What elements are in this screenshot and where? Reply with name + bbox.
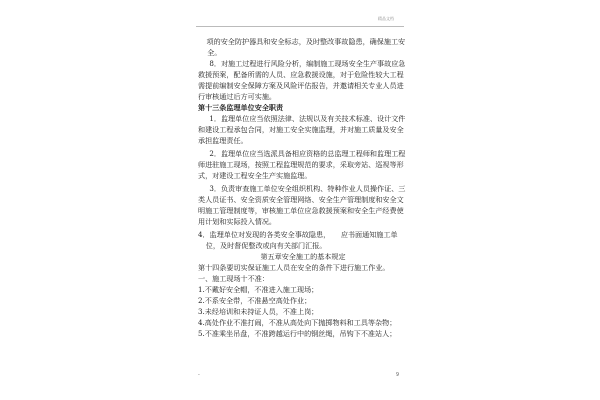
chapter-heading: 第五章安全施工的基本规定	[260, 252, 346, 261]
list-item: 5.不准乘坐吊盘，不准跨越运行中的钢丝绳，吊钩下不准站人；	[198, 329, 397, 338]
paragraph: 3．负责审查施工单位安全组织机构、特种作业人员操作证、三类人员证书、安全资质安全管理网络、安全生产管理制度和安全文明施工管理制度等，审核施工单位应急救援预案和安全生产经费使用计划和实际投入情况。	[198, 184, 406, 226]
list-item: 4.高处作业不准打闹，不准从高处向下抛掷物料和工具等杂物；	[198, 318, 397, 327]
paragraph: 4．监理单位对发现的各类安全事故隐患， 应书面通知施工单位，及时督促整改或向有关部门汇报。	[198, 230, 398, 250]
header-label: 精品文档	[378, 16, 394, 21]
header-divider	[196, 26, 404, 27]
paragraph: 8．对施工过程进行风险分析，编制施工现场安全生产事故应急救援预案，配备所需的人员、应急救援设施，对于危险性较大工程需提前编制安全保障方案及风险评估报告，并邀请相关专业人员进行审核通过后方可实施。	[198, 59, 406, 101]
list-heading: 一、施工现场十不准：	[198, 274, 269, 283]
paragraph: 2．监理单位应当选派具备相应资格的总监理工程师和监理工程师进驻施工现场，按照工程监理规范的要求，采取旁站、巡视等形式，对建设工程安全生产实施监理。	[198, 149, 406, 180]
document-body	[198, 36, 408, 339]
list-item: 2.不系安全带，不准悬空高处作业；	[198, 296, 312, 305]
paragraph: 1．监理单位应当依照法律、法规以及有关技术标准、设计文件和建设工程承包合同，对施工安全实施监理，并对施工质量及安全承担监理责任。	[198, 114, 406, 145]
list-item: 3.未经培训和未持证人员，不准上岗；	[198, 307, 319, 316]
section-heading: 第十三条监理单位安全职责	[198, 103, 284, 112]
page-number: 9	[395, 372, 399, 378]
footer-left: -	[198, 372, 200, 378]
paragraph: 第十四条要切实保证施工人员在安全的条件下进行施工作业。	[198, 263, 390, 272]
list-item: 1.不戴好安全帽，不准进入施工现场；	[198, 285, 319, 294]
paragraph: 项的安全防护器具和安全标志，及时整改事故隐患，确保施工安全。	[206, 37, 406, 57]
